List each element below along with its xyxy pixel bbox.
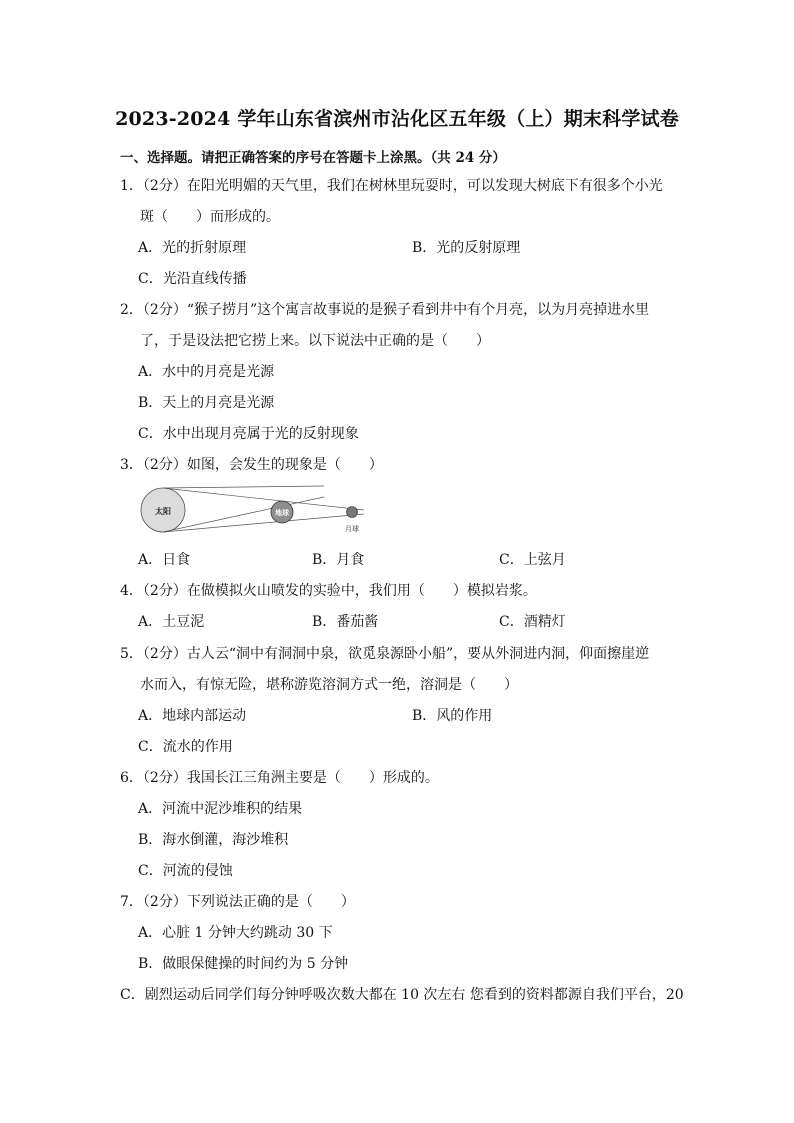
question-7-option-a: A．心脏 1 分钟大约跳动 30 下 [138,925,333,941]
question-6-text: 6．（2分）我国长江三角洲主要是（ ）形成的。 [120,770,439,786]
question-7-option-b: B．做眼保健操的时间约为 5 分钟 [138,956,349,972]
question-4-option-c: C．酒精灯 [499,614,566,630]
question-7-text: 7．（2分）下列说法正确的是（ ） [120,894,355,910]
question-2-text: 2．（2分）“猴子捞月”这个寓言故事说的是猴子看到井中有个月亮，以为月亮掉进水里 [120,302,650,318]
question-3-text: 3．（2分）如图，会发生的现象是（ ） [120,457,383,473]
question-2-option-c: C．水中出现月亮属于光的反射现象 [138,426,359,442]
ray-line [163,514,364,532]
question-2-text-cont: 了，于是设法把它捞上来。以下说法中正确的是（ ） [140,333,490,349]
question-3-option-b: B．月食 [312,552,365,568]
question-6-option-a: A．河流中泥沙堆积的结果 [138,801,303,817]
ray-line [163,486,324,488]
question-5-text: 5．（2分）古人云“洞中有洞洞中泉，欲觅泉源卧小船”，要从外洞进内洞，仰面擦崖逆 [120,646,650,662]
page-title: 2023-2024 学年山东省滨州市沾化区五年级（上）期末科学试卷 [115,108,679,130]
question-5-option-c: C．流水的作用 [138,739,233,755]
section-heading: 一、选择题。请把正确答案的序号在答题卡上涂黑。（共 24 分） [120,150,506,166]
moon-shape [347,507,358,518]
question-2-option-b: B．天上的月亮是光源 [138,395,275,411]
question-4-option-b: B．番茄酱 [312,614,379,630]
question-1-option-c: C．光沿直线传播 [138,271,247,287]
question-3-option-c: C．上弦月 [499,552,566,568]
question-3-option-a: A．日食 [138,552,191,568]
question-1-text-cont: 斑（ ）而形成的。 [140,209,280,225]
question-4-text: 4．（2分）在做模拟火山喷发的实验中，我们用（ ）模拟岩浆。 [120,583,537,599]
ray-line [163,497,324,532]
sun-earth-moon-diagram [138,484,368,534]
question-6-option-b: B．海水倒灌，海沙堆积 [138,832,289,848]
question-1-text: 1．（2分）在阳光明媚的天气里，我们在树林里玩耍时，可以发现大树底下有很多个小光 [120,178,663,194]
question-5-option-b: B．风的作用 [412,708,493,724]
sun-label: 太阳 [155,507,171,516]
question-5-text-cont: 水而入，有惊无险，堪称游览溶洞方式一绝，溶洞是（ ） [140,677,518,693]
question-2-option-a: A．水中的月亮是光源 [138,364,275,380]
question-6-option-c: C．河流的侵蚀 [138,863,233,879]
question-5-option-a: A．地球内部运动 [138,708,247,724]
question-4-option-a: A．土豆泥 [138,614,205,630]
question-7-option-c: C．剧烈运动后同学们每分钟呼吸次数大都在 10 次左右 您看到的资料都源自我们平台，20 [120,987,684,1003]
question-1-option-a: A．光的折射原理 [138,240,247,256]
earth-label: 地球 [275,509,289,517]
question-1-option-b: B．光的反射原理 [412,240,521,256]
moon-label: 月球 [345,525,359,533]
ray-line [163,488,364,510]
